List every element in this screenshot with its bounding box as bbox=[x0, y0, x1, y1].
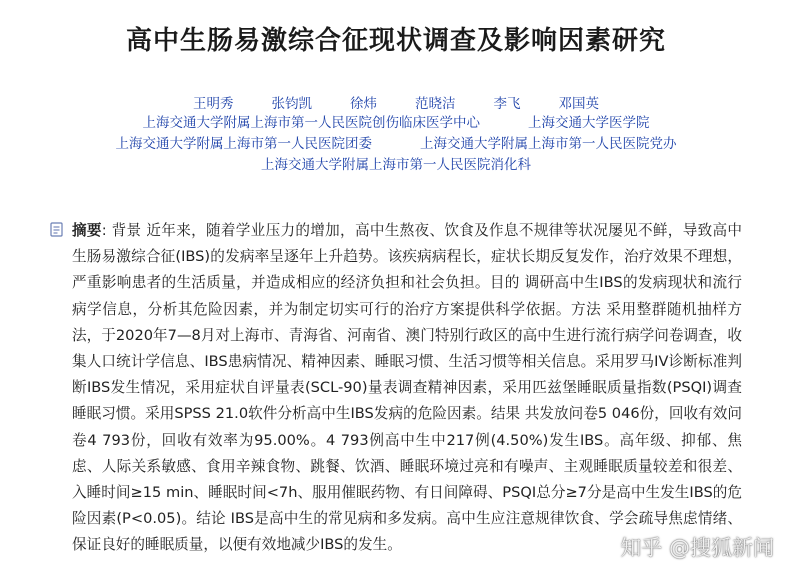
author-list bbox=[0, 92, 792, 112]
affiliation-link[interactable]: 上海交通大学附属上海市第一人民医院消化科 bbox=[261, 157, 531, 173]
watermark-text: 知乎 @搜狐新闻 bbox=[620, 536, 774, 560]
affiliation-link[interactable]: 上海交通大学附属上海市第一人民医院党办 bbox=[420, 136, 677, 152]
author-link[interactable]: 李飞 bbox=[493, 96, 521, 112]
abstract-text: : 背景 近年来，随着学业压力的增加，高中生熬夜、饮食及作息不规律等状况屡见不鲜，导致高中生肠易激综合征(IBS)的发病率呈逐年上升趋势。该疾病病程长，症状长期反复发作，治疗效果不理想，严重影响患者的生活质量，并造成相应的经济负担和社会负担。目的 调研高中生IBS的发病现状和流行病学信息，分析其危险因素，并为制定切实可行的治疗方案提供科学依据。方法 采用整群随机抽样方法，于2020年7—8月对上海市、青海省、河南省、澳门特别行政区的高中生进行流行病学问卷调查，收集人口统计学信息、IBS患病情况、精神因素、睡眠习惯、生活习惯等相关信息。采用罗马IV诊断标准判断IBS发生情况，采用症状自评量表(SCL-90)量表调查精神因素，采用匹兹堡睡眠质量指数(PSQI)调查睡眠习惯。采用SPSS 21.0软件分析高中生IBS发病的危险因素。结果 共发放问卷5 046份，回收有效问卷4 793份，回收有效率为95.00%。4 793例高中生中217例(4.50%)发生IBS。高年级、抑郁、焦虑、人际关系敏感、食用辛辣食物、跳餐、饮酒、睡眠环境过亮和有噪声、主观睡眠质量较差和很差、入睡时间≥15 min、睡眠时间<7h、服用催眠药物、有日间障碍、PSQI总分≥7分是高中生发生IBS的危险因素(P<0.05)。结论 IBS是高中生的常见病和多发病。高中生应注意规律饮食、学会疏导焦虑情绪、保证良好的睡眠质量，以便有效地减少IBS的发生。 bbox=[72, 222, 742, 554]
page-title: 高中生肠易激综合征现状调查及影响因素研究 bbox=[125, 26, 666, 56]
watermark bbox=[620, 532, 774, 562]
affiliation-row bbox=[0, 155, 792, 176]
affiliation-link[interactable]: 上海交通大学附属上海市第一人民医院创伤临床医学中心 bbox=[142, 115, 480, 131]
author-link[interactable]: 徐炜 bbox=[350, 96, 377, 112]
affiliation-link[interactable]: 上海交通大学医学院 bbox=[528, 115, 650, 131]
document-icon bbox=[50, 222, 63, 237]
author-link[interactable]: 邓国英 bbox=[558, 96, 599, 112]
affiliation-list bbox=[0, 113, 792, 176]
affiliation-link[interactable]: 上海交通大学附属上海市第一人民医院团委 bbox=[115, 136, 372, 152]
author-link[interactable]: 王明秀 bbox=[193, 96, 234, 112]
author-link[interactable]: 张钧凯 bbox=[271, 96, 312, 112]
affiliation-row bbox=[0, 113, 792, 134]
abstract-label: 摘要 bbox=[72, 222, 102, 239]
abstract-body bbox=[72, 218, 742, 559]
affiliation-row bbox=[0, 134, 792, 155]
author-link[interactable]: 范晓洁 bbox=[415, 96, 456, 112]
